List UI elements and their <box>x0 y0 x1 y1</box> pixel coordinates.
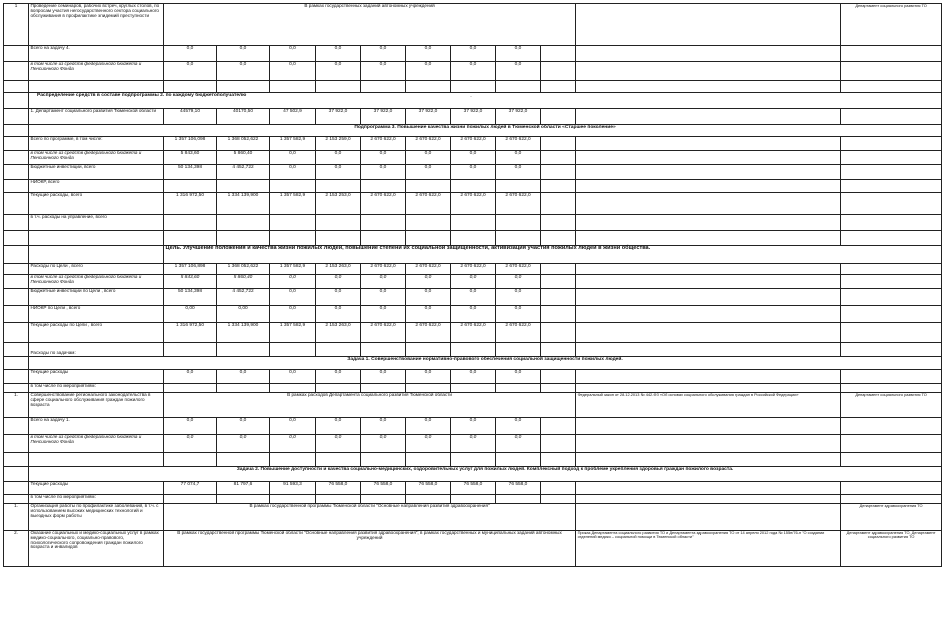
value-cell: 0,0 <box>451 289 496 306</box>
value-cell: 2 670 622,0 <box>496 323 541 343</box>
table-row <box>4 264 942 275</box>
row-name: Текущие расходы <box>29 482 164 495</box>
value-cell: 0,0 <box>496 289 541 306</box>
value-cell: 2 670 622,0 <box>451 264 496 275</box>
table-row <box>4 306 942 323</box>
row-number: 1 <box>4 4 29 46</box>
value-cell: 2 670 622,0 <box>496 264 541 275</box>
value-cell: 0,0 <box>451 306 496 323</box>
row-law <box>576 4 841 46</box>
value-cell: 0,0 <box>316 165 361 180</box>
table-row <box>4 4 942 46</box>
value-cell: 0,0 <box>496 275 541 289</box>
row-scope: В рамках государственной программы Тюменской области "Основные направления развития здравоохранения"; в рамках государственных и муниципальных заданий автономных учреждений <box>164 531 576 567</box>
value-cell: 0,0 <box>270 435 316 453</box>
value-cell: 0,0 <box>361 275 406 289</box>
value-cell: 37 922,0 <box>316 109 361 125</box>
value-cell: 0,0 <box>316 370 361 384</box>
table-row <box>4 137 942 151</box>
value-cell: 0,0 <box>164 418 217 435</box>
table-row <box>4 393 942 418</box>
section-row <box>4 125 942 137</box>
table-row <box>4 165 942 180</box>
value-cell: 0,0 <box>270 289 316 306</box>
value-cell: 0,0 <box>496 418 541 435</box>
table-row <box>4 215 942 231</box>
value-cell: 81 797,6 <box>217 482 270 495</box>
value-cell: 0,0 <box>316 289 361 306</box>
table-row <box>4 81 942 93</box>
row-name: Текущие расходы <box>29 370 164 384</box>
value-cell: 76 558,0 <box>361 482 406 495</box>
section-row <box>4 93 942 109</box>
row-org: Департамент здравоохранения ТО, Департамент социального развития ТО <box>841 531 942 567</box>
row-name: в том числе из средств федерального бюджета и Пенсионного Фонда <box>29 435 164 453</box>
value-cell: 0,0 <box>496 62 541 81</box>
row-name: Всего на задачу 1. <box>29 418 164 435</box>
value-cell: 0,0 <box>406 275 451 289</box>
value-cell: 0,0 <box>270 306 316 323</box>
table-row <box>4 151 942 165</box>
value-cell: 0,0 <box>451 370 496 384</box>
table-row <box>4 62 942 81</box>
row-name: Организация работы по профилактике заболеваний, в т.ч. с использованием высоких медицинских технологий и выездных форм работы <box>29 504 164 531</box>
value-cell: 0,0 <box>496 151 541 165</box>
value-cell: 0,0 <box>406 435 451 453</box>
value-cell: 0,0 <box>164 435 217 453</box>
value-cell: 0,0 <box>164 62 217 81</box>
task-title: Задача 2. Повышение доступности и качества социально-медицинских, оздоровительных услуг для пожилых людей. Комплексный подход к проблеме укрепления здоровья граждан пожилого возраста. <box>29 467 942 482</box>
row-name: НИОКР по Цели , всего <box>29 306 164 323</box>
value-cell: 0,0 <box>316 418 361 435</box>
value-cell: 4 452,722 <box>217 165 270 180</box>
row-name: в том числе из средств федерального бюджета и Пенсионного Фонда <box>29 275 164 289</box>
value-cell: 1 334 139,900 <box>217 323 270 343</box>
value-cell: 91 593,3 <box>270 482 316 495</box>
value-cell: 37 922,0 <box>451 109 496 125</box>
value-cell: 2 670 622,0 <box>496 193 541 215</box>
value-cell: 2 670 622,0 <box>361 193 406 215</box>
row-scope: В рамках расходов Департамента социального развития Тюменской области <box>164 393 576 418</box>
value-cell: 5 843,60 <box>164 275 217 289</box>
value-cell: 0,0 <box>164 46 217 62</box>
row-name: Текущие расходы по Цели , всего <box>29 323 164 343</box>
value-cell: 0,0 <box>496 306 541 323</box>
row-law <box>576 504 841 531</box>
value-cell: 1 357 582,9 <box>270 323 316 343</box>
row-name: Расходы по задачам: <box>29 343 164 357</box>
table-row <box>4 193 942 215</box>
value-cell: 2 670 622,0 <box>361 323 406 343</box>
value-cell: 0,00 <box>164 306 217 323</box>
value-cell: 0,0 <box>361 46 406 62</box>
value-cell: 0,0 <box>451 62 496 81</box>
value-cell: 0,0 <box>217 370 270 384</box>
value-cell: 0,0 <box>270 370 316 384</box>
value-cell: 0,0 <box>451 165 496 180</box>
value-cell: 76 558,0 <box>451 482 496 495</box>
value-cell: 5 860,40 <box>217 151 270 165</box>
scan-mark: · <box>470 94 472 100</box>
row-name: Совершенствование регионального законодательства в сфере социального обслуживания граждан пожилого возраста <box>29 393 164 418</box>
value-cell: 0,0 <box>316 275 361 289</box>
value-cell: 0,0 <box>361 165 406 180</box>
row-name: Бюджетные инвестиции по Цели , всего <box>29 289 164 306</box>
table-row <box>4 504 942 531</box>
value-cell: 0,0 <box>361 151 406 165</box>
table-row <box>4 109 942 125</box>
value-cell: 0,0 <box>406 165 451 180</box>
value-cell: 0,0 <box>451 275 496 289</box>
value-cell: 0,0 <box>316 435 361 453</box>
value-cell: 2 670 622,0 <box>451 137 496 151</box>
row-name: в том числе из средств федерального бюджета и Пенсионного Фонда <box>29 151 164 165</box>
value-cell: 50 134,398 <box>164 289 217 306</box>
value-cell: 1 316 972,50 <box>164 323 217 343</box>
value-cell: 0,0 <box>270 418 316 435</box>
value-cell: 0,0 <box>361 418 406 435</box>
value-cell: 2 153 263,0 <box>316 323 361 343</box>
value-cell: 5 843,60 <box>164 151 217 165</box>
value-cell: 0,0 <box>406 306 451 323</box>
value-cell: 2 153 263,0 <box>316 264 361 275</box>
value-cell: 2 670 622,0 <box>361 264 406 275</box>
value-cell: 1 357 582,9 <box>270 264 316 275</box>
row-law: Федеральный закон от 28.12.2013 № 442-ФЗ «Об основах социального обслуживания граждан в Российской Федерации» <box>576 393 841 418</box>
row-name: Проведение семинаров, рабочих встреч, круглых столов, по вопросам участия негосударственного сектора социального обслуживания в профилактике эпидемий преступности <box>29 4 164 46</box>
value-cell: 0,0 <box>406 62 451 81</box>
value-cell: 1 357 106,898 <box>164 264 217 275</box>
value-cell: 0,0 <box>451 46 496 62</box>
row-name: Всего по программе, в том числе: <box>29 137 164 151</box>
row-name: Оказание социальных и медико-социальных услуг в рамках медико-социального, социально-правового, психологического сопровождения граждан пожилого возраста и инвалидов <box>29 531 164 567</box>
table-row <box>4 482 942 495</box>
section-row <box>4 246 942 264</box>
value-cell: 0,0 <box>217 46 270 62</box>
row-scope: В рамках государственной программы Тюменской области "Основные направления развития здравоохранения" <box>164 504 576 531</box>
value-cell: 0,0 <box>270 151 316 165</box>
value-cell: 2 670 622,0 <box>496 137 541 151</box>
section-row <box>4 357 942 370</box>
value-cell: 40170,50 <box>217 109 270 125</box>
row-org: Департамент социального развития ТО <box>841 4 942 46</box>
row-name: в том числе по мероприятиям: <box>29 384 164 393</box>
row-number: 2. <box>4 531 29 567</box>
value-cell: 0,0 <box>270 275 316 289</box>
value-cell: 37 922,0 <box>406 109 451 125</box>
value-cell: 0,0 <box>217 62 270 81</box>
value-cell: 0,0 <box>406 151 451 165</box>
value-cell: 37 922,0 <box>361 109 406 125</box>
value-cell: 0,0 <box>451 418 496 435</box>
table-row <box>4 289 942 306</box>
value-cell: 1 357 106,098 <box>164 137 217 151</box>
value-cell: 47 502,9 <box>270 109 316 125</box>
goal-title: Цель. Улучшение положения и качества жизни пожилых людей, повышение степени их социальной защищенности, активизация участия пожилых людей в жизни общества. <box>164 246 942 264</box>
task-title: Задача 1. Совершенствование нормативно-правового обеспечения социальной защищенности пожилых людей. <box>29 357 942 370</box>
table-row <box>4 531 942 567</box>
value-cell: 2 153 259,0 <box>316 137 361 151</box>
value-cell: 0,0 <box>361 289 406 306</box>
row-name: Текущие расходы, всего <box>29 193 164 215</box>
value-cell: 0,0 <box>406 370 451 384</box>
value-cell: 0,0 <box>496 46 541 62</box>
value-cell: 5 860,40 <box>217 275 270 289</box>
value-cell: 2 670 622,0 <box>451 323 496 343</box>
value-cell: 0,0 <box>361 370 406 384</box>
value-cell: 2 670 622,0 <box>406 323 451 343</box>
value-cell: 2 670 622,0 <box>451 193 496 215</box>
value-cell: 0,0 <box>496 165 541 180</box>
value-cell: 76 558,0 <box>496 482 541 495</box>
value-cell: 2 670 622,0 <box>361 137 406 151</box>
value-cell: 0,0 <box>361 62 406 81</box>
section-title: Подпрограмма 3. Повышение качества жизни пожилых людей в Тюменской области «Старшее поколение» <box>29 125 942 137</box>
row-name: в т.ч. расходы на управление, всего <box>29 215 164 231</box>
table-row <box>4 418 942 435</box>
table-row <box>4 323 942 343</box>
value-cell: 0,0 <box>361 306 406 323</box>
value-cell: 0,0 <box>361 435 406 453</box>
value-cell: 1 368 052,622 <box>217 137 270 151</box>
row-org: Департамент здравоохранения ТО <box>841 504 942 531</box>
value-cell: 0,0 <box>316 306 361 323</box>
row-org: Департамент социального развития ТО <box>841 393 942 418</box>
value-cell: 0,0 <box>217 418 270 435</box>
row-name: Всего на задачу 4. <box>29 46 164 62</box>
value-cell: 1 357 582,9 <box>270 137 316 151</box>
value-cell: 0,0 <box>164 370 217 384</box>
row-name: в том числе по мероприятиям: <box>29 495 164 504</box>
value-cell: 0,0 <box>270 165 316 180</box>
table-row <box>4 275 942 289</box>
section-row <box>4 467 942 482</box>
row-name: Бюджетные инвестиции, всего <box>29 165 164 180</box>
value-cell: 0,0 <box>316 151 361 165</box>
value-cell: 2 670 622,0 <box>406 264 451 275</box>
value-cell: 1 368 052,622 <box>217 264 270 275</box>
value-cell: 44579,10 <box>164 109 217 125</box>
value-cell: 0,0 <box>451 435 496 453</box>
value-cell: 76 558,0 <box>316 482 361 495</box>
value-cell: 0,0 <box>496 370 541 384</box>
value-cell: 0,0 <box>406 289 451 306</box>
table-row <box>4 180 942 193</box>
value-cell: 50 134,398 <box>164 165 217 180</box>
value-cell: 0,0 <box>217 435 270 453</box>
value-cell: 1 357 582,9 <box>270 193 316 215</box>
budget-table <box>3 3 942 567</box>
table-row <box>4 453 942 467</box>
row-name: НИОКР, всего <box>29 180 164 193</box>
value-cell: 0,0 <box>270 46 316 62</box>
value-cell: 0,00 <box>217 306 270 323</box>
value-cell: 0,0 <box>496 435 541 453</box>
row-name: Расходы по Цели , всего <box>29 264 164 275</box>
row-scope: В рамках государственных заданий автономных учреждений <box>164 4 576 46</box>
value-cell: 4 452,722 <box>217 289 270 306</box>
value-cell: 37 922,0 <box>496 109 541 125</box>
value-cell: 2 670 622,0 <box>406 137 451 151</box>
value-cell: 0,0 <box>406 46 451 62</box>
value-cell: 77 074,7 <box>164 482 217 495</box>
value-cell: 1 334 139,900 <box>217 193 270 215</box>
value-cell: 0,0 <box>451 151 496 165</box>
row-number: 1. <box>4 393 29 418</box>
table-row <box>4 231 942 246</box>
table-row <box>4 343 942 357</box>
value-cell: 2 670 622,0 <box>406 193 451 215</box>
value-cell: 0,0 <box>406 418 451 435</box>
row-name: в том числе из средств федерального бюджета и Пенсионного Фонда <box>29 62 164 81</box>
row-number: 1. <box>4 504 29 531</box>
row-law: Приказ Департамента социального развития ТО и Департамента здравоохранения ТО от 14 апреля 2012 года № 155п/76-п "О создании отделений медико – социальной помощи в Тюменской области" <box>576 531 841 567</box>
value-cell: 0,0 <box>270 62 316 81</box>
value-cell: 76 558,0 <box>406 482 451 495</box>
table-row <box>4 435 942 453</box>
value-cell: 2 153 253,0 <box>316 193 361 215</box>
value-cell: 0,0 <box>316 62 361 81</box>
value-cell: 0,0 <box>316 46 361 62</box>
table-row <box>4 46 942 62</box>
row-name: 1. Департамент социального развития Тюменской области <box>29 109 164 125</box>
table-row <box>4 370 942 384</box>
value-cell: 1 316 972,50 <box>164 193 217 215</box>
section-title: Распределение средств в составе подпрограммы 2. по каждому бюджетополучателю <box>29 93 942 109</box>
